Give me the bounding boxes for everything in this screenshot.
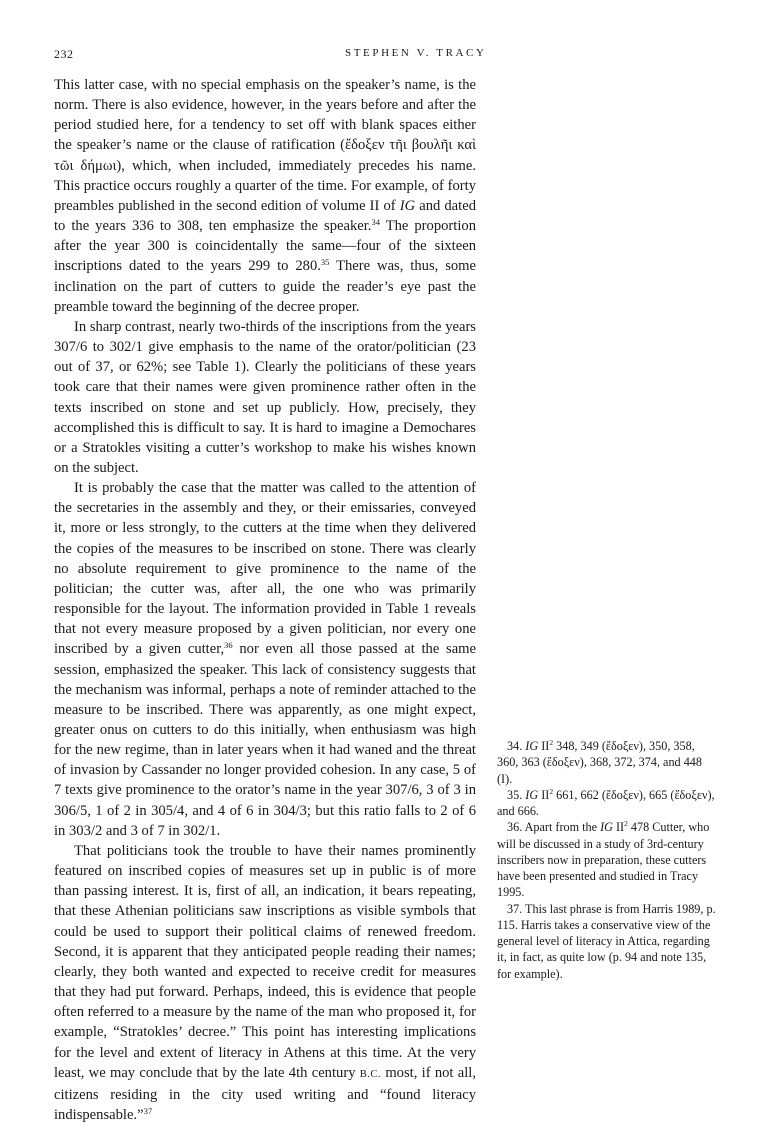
p4-text-a: That politicians took the trouble to have their names prominently featured on inscribed copies of measures set up in public is of more than passing interest. It is, first of all, an indication, it bears repeating, that these Athenian politicians saw inscriptions as visible symbols that could be used to support their political claims of renewed freedom. Second, it is apparent that they anticipated people reading their names; clearly, they both wanted and expected to receive credit for measures that they had put forward. Perhaps, indeed, this is evidence that people often referred to a measure by the name of the man who proposed it, for example, “Stratokles’ decree.” This point has interesting implications for the level and extent of literacy in Athens at this time. At the very least, we may conclude that by the late 4th century xyxy=(54,842,476,1081)
paragraph-4 xyxy=(54,841,476,1125)
fn35-text: 661, 662 (ἔδοξεν), 665 (ἔδοξεν), and 666. xyxy=(497,787,715,818)
paragraph-3 xyxy=(54,478,476,841)
fn36-sup: 2 xyxy=(624,819,628,829)
fn35-ig: IG xyxy=(525,787,539,802)
fn35-label: 35. xyxy=(507,787,526,802)
footnote-36 xyxy=(497,819,719,900)
footnote-37: 37. This last phrase is from Harris 1989, p. 115. Harris takes a conservative view of the general level of literacy in Attica, regarding it, in fact, as quite low (p. 94 and note 135, for example). xyxy=(497,901,716,981)
fn36-text: 478 Cutter, who will be discussed in a study of 3rd-century inscribers now in preparation, these cutters have been presented and studied in Tracy 1995. xyxy=(497,820,710,900)
p3-text-b: nor even all those passed at the same session, emphasized the speaker. This lack of consistency suggests that the mechanism was informal, perhaps a note of reminder attached to the measure to be inscribed. There was apparently, as one might expect, greater onus on cutters to do this initially, when enthusiasm was high for the new regime, than in later years when it had waned and the threat of invasion by Cassander no longer provided cohesion. In any case, 5 of 7 texts give prominence to the orator’s name in the year 307/6, 3 of 3 in 306/5, 1 of 2 in 305/4, and 4 of 6 in 304/3; but this ratio falls to 2 of 6 in 303/2 and 3 of 7 in 302/1. xyxy=(54,641,476,839)
footnote-ref-35[interactable]: 35 xyxy=(320,257,330,268)
fn34-label: 34. xyxy=(507,739,526,753)
p1-text-d: There was, thus, some inclination on the part of cutters to guide the reader’s eye past the preamble toward the beginning of the decree proper. xyxy=(54,258,476,315)
p1-text-b: and dated to the years 336 to 308, ten emphasize the speaker. xyxy=(54,197,476,235)
paragraph-1 xyxy=(54,75,476,317)
footnote-ref-34[interactable]: 34 xyxy=(371,217,380,228)
fn36-label: 36. Apart from the xyxy=(507,820,601,835)
footnote-ref-36[interactable]: 36 xyxy=(224,640,233,651)
p1-text-a: This latter case, with no special emphasis on the speaker’s name, is the norm. There is also evidence, however, in the years before and after the period studied here, for a tendency to set off with blank spaces either the speaker’s name or the clause of ratification (ἔδοξεν τῆι βουλῆι καὶ τῶι δήμωι), which, when included, immediately precedes his name. This practice occurs roughly a quarter of the time. For example, of forty preambles published in the second edition of volume II of xyxy=(54,77,476,214)
footnote-ref-37[interactable]: 37 xyxy=(143,1105,153,1116)
fn34-text: 348, 349 (ἔδοξεν), 350, 358, 360, 363 (ἔδοξεν), 368, 372, 374, and 448 (I). xyxy=(497,739,702,786)
running-head: STEPHEN V. TRACY xyxy=(345,47,487,59)
paragraph-2: In sharp contrast, nearly two-thirds of the inscriptions from the years 307/6 to 302/1 give emphasis to the name of the orator/politician (23 out of 37, or 62%; see Table 1). Clearly the politicians of these years took care that their names were given prominence rather often in the texts inscribed on stone and set up publicly. How, precisely, they accomplished this is difficult to say. It is hard to imagine a Demochares or a Stratokles visiting a cutter’s workshop to make his wishes known on the subject. xyxy=(54,318,476,476)
p3-text-a: It is probably the case that the matter was called to the attention of the secretaries in the assembly and they, or their emissaries, conveyed it, more or less strongly, to the cutters at the time when they delivered the copies of the measures to be inscribed on stone. There was clearly no absolute requirement to give prominence to the name of the politician; the cutter was, after all, the one who was primarily responsible for the layout. The information provided in Table 1 reveals that not every measure proposed by a given politician, nor every one inscribed by a given cutter, xyxy=(54,480,476,658)
page-number: 232 xyxy=(54,47,74,61)
fn34-ig: IG xyxy=(525,739,539,753)
fn35-roman: II xyxy=(538,787,550,802)
fn34-roman: II xyxy=(538,739,550,753)
main-text xyxy=(54,75,476,1125)
p4-bc: B.C. xyxy=(359,1068,382,1080)
fn36-ig: IG xyxy=(600,820,613,835)
footnotes xyxy=(497,738,719,982)
fn35-sup: 2 xyxy=(549,786,554,796)
fn34-sup: 2 xyxy=(549,738,554,747)
p1-text-c: The proportion after the year 300 is coincidentally the same—four of the sixteen inscriptions dated to the years 299 to 280. xyxy=(54,218,476,275)
footnote-35 xyxy=(497,787,719,820)
p1-ig: IG xyxy=(399,197,416,214)
fn36-roman: II xyxy=(612,820,625,835)
footnote-34 xyxy=(497,738,719,787)
p4-text-b: most, if not all, citizens residing in the city used writing and “found literacy indispensable.” xyxy=(54,1064,476,1123)
